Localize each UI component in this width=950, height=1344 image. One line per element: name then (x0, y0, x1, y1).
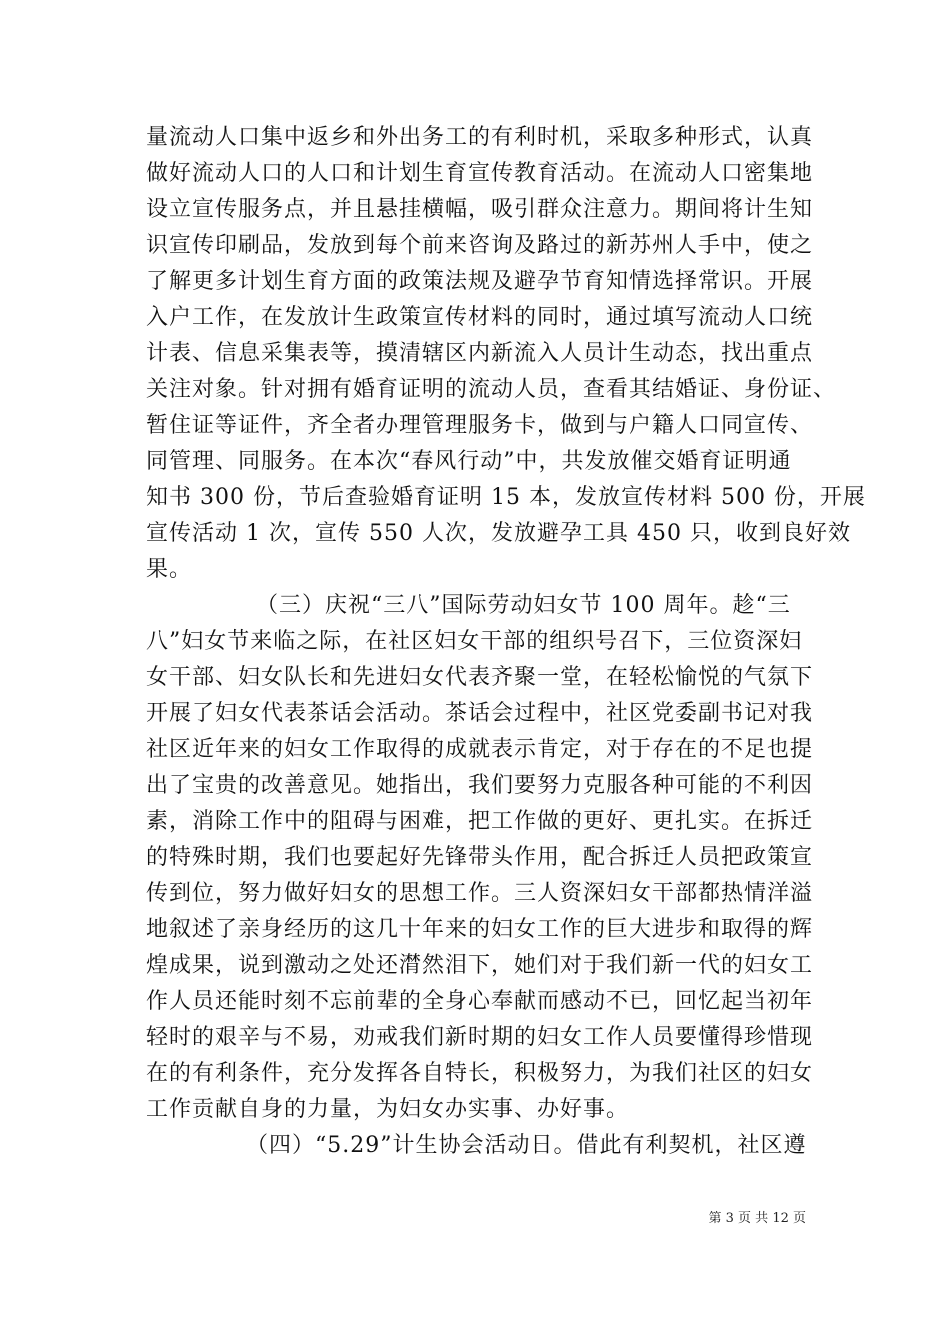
text-line: 轻时的艰辛与不易，劝戒我们新时期的妇女工作人员要懂得珍惜现 (146, 1025, 814, 1050)
text-line: 传到位，努力做好妇女的思想工作。三人资深妇女干部都热情洋溢 (146, 881, 814, 906)
text-line: 出了宝贵的改善意见。她指出，我们要努力克服各种可能的不利因 (146, 773, 814, 798)
text-line: 做好流动人口的人口和计划生育宣传教育活动。在流动人口密集地 (146, 161, 814, 186)
text-line: 开展了妇女代表茶话会活动。茶话会过程中，社区党委副书记对我 (146, 701, 814, 726)
page-number-footer: 第 3 页 共 12 页 (708, 1211, 806, 1226)
text-line: 设立宣传服务点，并且悬挂横幅，吸引群众注意力。期间将计生知 (146, 197, 814, 222)
text-line: 计表、信息采集表等，摸清辖区内新流入人员计生动态，找出重点 (146, 341, 814, 366)
text-line: 作人员还能时刻不忘前辈的全身心奉献而感动不已，回忆起当初年 (146, 989, 814, 1014)
text-line: 果。 (146, 557, 193, 582)
text-line: 关注对象。针对拥有婚育证明的流动人员，查看其结婚证、身份证、 (146, 377, 837, 402)
text-line: 了解更多计划生育方面的政策法规及避孕节育知情选择常识。开展 (146, 269, 814, 294)
text-line: 入户工作，在发放计生政策宣传材料的同时，通过填写流动人口统 (146, 305, 814, 330)
text-line: 女干部、妇女队长和先进妇女代表齐聚一堂，在轻松愉悦的气氛下 (146, 665, 814, 690)
text-line: 知书 300 份，节后查验婚育证明 15 本，发放宣传材料 500 份，开展 (146, 485, 866, 510)
text-line: 识宣传印刷品，发放到每个前来咨询及路过的新苏州人手中，使之 (146, 233, 814, 258)
text-line: 在的有利条件，充分发挥各自特长，积极努力，为我们社区的妇女 (146, 1061, 814, 1086)
text-line: 社区近年来的妇女工作取得的成就表示肯定，对于存在的不足也提 (146, 737, 814, 762)
text-line: 宣传活动 1 次，宣传 550 人次，发放避孕工具 450 只，收到良好效 (146, 521, 851, 546)
text-line: 八”妇女节来临之际，在社区妇女干部的组织号召下，三位资深妇 (146, 629, 803, 654)
text-line: 暂住证等证件，齐全者办理管理服务卡，做到与户籍人口同宣传、 (146, 413, 814, 438)
section-heading-line: （四）“5.29”计生协会活动日。借此有利契机，社区遵 (246, 1133, 807, 1158)
section-heading-line: （三）庆祝“三八”国际劳动妇女节 100 周年。趁“三 (256, 593, 791, 618)
text-line: 煌成果，说到激动之处还潸然泪下，她们对于我们新一代的妇女工 (146, 953, 814, 978)
text-line: 工作贡献自身的力量，为妇女办实事、办好事。 (146, 1097, 630, 1122)
text-line: 地叙述了亲身经历的这几十年来的妇女工作的巨大进步和取得的辉 (146, 917, 814, 942)
text-line: 素，消除工作中的阻碍与困难，把工作做的更好、更扎实。在拆迁 (146, 809, 814, 834)
text-line: 的特殊时期，我们也要起好先锋带头作用，配合拆迁人员把政策宣 (146, 845, 814, 870)
text-line: 同管理、同服务。在本次“春风行动”中，共发放催交婚育证明通 (146, 449, 792, 474)
text-line: 量流动人口集中返乡和外出务工的有利时机，采取多种形式，认真 (146, 125, 814, 150)
